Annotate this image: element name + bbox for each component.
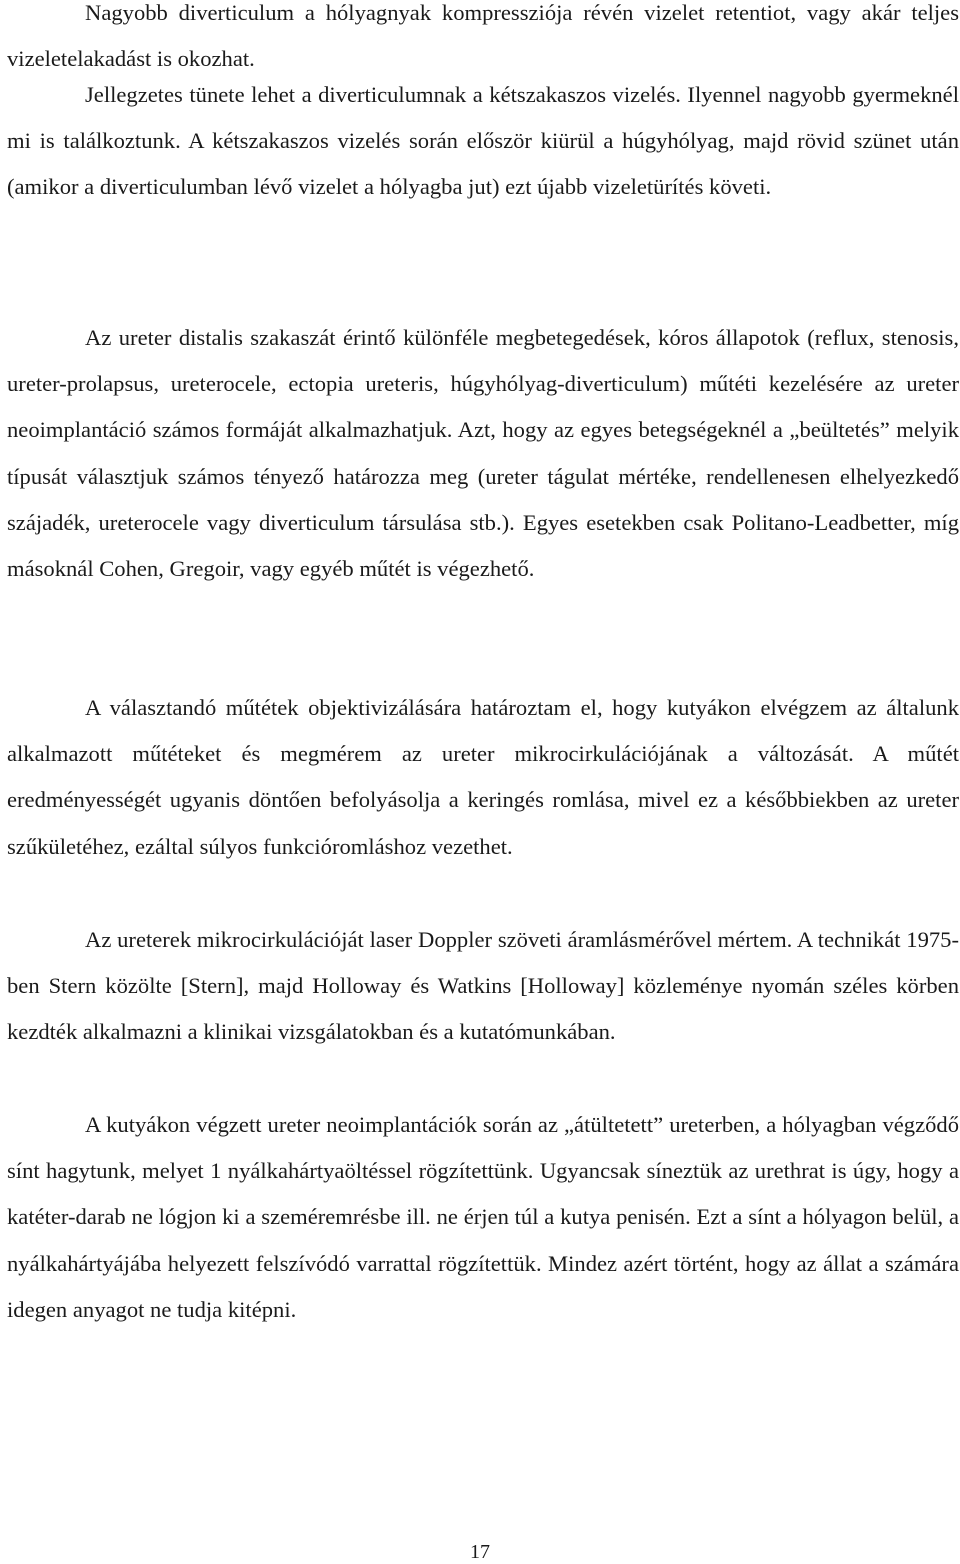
paragraph-1: Nagyobb diverticulum a hólyagnyak kompressziója révén vizelet retentiot, vagy akár teljes vizeletelakadást is okozhat. xyxy=(7,0,959,72)
document-page xyxy=(7,0,959,1563)
paragraph-4: A választandó műtétek objektivizálására határoztam el, hogy kutyákon elvégzem az általunk alkalmazott műtéteket és megmérem az ureter mikrocirkulációjának a változását. A műtét eredményességét ugyanis döntően befolyásolja a keringés romlása, mivel ez a későbbiekben az ureter szűkületéhez, ezáltal súlyos funkcióromláshoz vezethet. xyxy=(7,695,959,859)
paragraph-2: Jellegzetes tünete lehet a diverticulumnak a kétszakaszos vizelés. Ilyennel nagyobb gyermeknél mi is találkoztunk. A kétszakaszos vizelés során először kiürül a húgyhólyag, majd rövid szünet után (amikor a diverticulumban lévő vizelet a hólyagba jut) ezt újabb vizeletürítés követi. xyxy=(7,82,959,200)
paragraph-6: A kutyákon végzett ureter neoimplantációk során az „átültetett” ureterben, a hólyagban végződő sínt hagytunk, melyet 1 nyálkahártyaöltéssel rögzítettünk. Ugyancsak síneztük az urethrat is úgy, hogy a katéter-darab ne lógjon ki a szeméremrésbe ill. ne érjen túl a kutya penisén. Ezt a sínt a hólyagon belül, a nyálkahártyájába helyezett felszívódó varrattal rögzítettük. Mindez azért történt, hogy az állat a számára idegen anyagot ne tudja kitépni. xyxy=(7,1112,959,1322)
page-number: 17 xyxy=(470,1541,490,1563)
paragraph-5: Az ureterek mikrocirkulációját laser Doppler szöveti áramlásmérővel mértem. A technikát 1975-ben Stern közölte [Stern], majd Holloway és Watkins [Holloway] közleménye nyomán széles körben kezdték alkalmazni a klinikai vizsgálatokban és a kutatómunkában. xyxy=(7,927,959,1045)
paragraph-3: Az ureter distalis szakaszát érintő különféle megbetegedések, kóros állapotok (reflux, stenosis, ureter-prolapsus, ureterocele, ectopia ureteris, húgyhólyag-diverticulum) műtéti kezelésére az ureter neoimplantáció számos formáját alkalmazhatjuk. Azt, hogy az egyes betegségeknél a „beültetés” melyik típusát választjuk számos tényező határozza meg (ureter tágulat mértéke, rendellenesen elhelyezkedő szájadék, ureterocele vagy diverticulum társulása stb.). Egyes esetekben csak Politano-Leadbetter, míg másoknál Cohen, Gregoir, vagy egyéb műtét is végezhető. xyxy=(7,325,959,582)
